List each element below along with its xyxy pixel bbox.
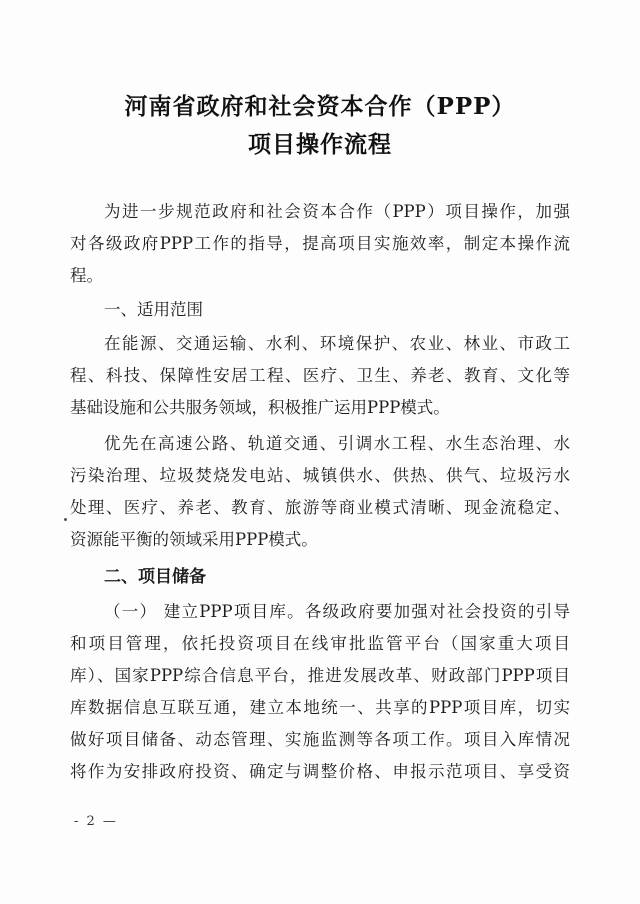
section-heading: 一、适用范围 — [104, 300, 203, 319]
scan-speck — [64, 518, 67, 521]
paragraph-line: 将作为安排政府投资、确定与调整价格、申报示范项目、享受资 — [70, 762, 570, 781]
paragraph-line: 优先在高速公路、轨道交通、引调水工程、水生态治理、水 — [104, 434, 570, 453]
section-heading: 二、项目储备 — [104, 567, 206, 587]
paragraph-line: 在能源、交通运输、水利、环境保护、农业、林业、市政工 — [104, 334, 570, 353]
paragraph-line: 和项目管理，依托投资项目在线审批监管平台（国家重大项目 — [70, 634, 570, 653]
paragraph-line: 污染治理、垃圾焚烧发电站、城镇供水、供热、供气、垃圾污水 — [70, 466, 570, 485]
paragraph-line: 库）、国家PPP综合信息平台，推进发展改革、财政部门PPP项目 — [70, 666, 570, 685]
page-number: - 2 — — [74, 814, 118, 829]
paragraph-line: 资源能平衡的领域采用PPP模式。 — [70, 530, 318, 549]
intro-line: 对各级政府PPP工作的指导，提高项目实施效率，制定本操作流 — [70, 234, 570, 253]
paragraph-line: 程、科技、保障性安居工程、医疗、卫生、养老、教育、文化等 — [70, 366, 570, 385]
paragraph-line: 做好项目储备、动态管理、实施监测等各项工作。项目入库情况 — [70, 730, 570, 749]
intro-line: 程。 — [70, 266, 103, 285]
paragraph-line: 库数据信息互联互通，建立本地统一、共享的PPP项目库，切实 — [70, 698, 570, 717]
document-title-line1: 河南省政府和社会资本合作（PPP） — [124, 93, 516, 120]
intro-line: 为进一步规范政府和社会资本合作（PPP）项目操作，加强 — [104, 202, 570, 221]
paragraph-line: （一） 建立PPP项目库。各级政府要加强对社会投资的引导 — [104, 602, 570, 621]
paragraph-line: 处理、医疗、养老、教育、旅游等商业模式清晰、现金流稳定、 — [70, 498, 570, 517]
paragraph-line: 基础设施和公共服务领域，积极推广运用PPP模式。 — [70, 398, 450, 417]
document-title-line2: 项目操作流程 — [248, 131, 392, 158]
